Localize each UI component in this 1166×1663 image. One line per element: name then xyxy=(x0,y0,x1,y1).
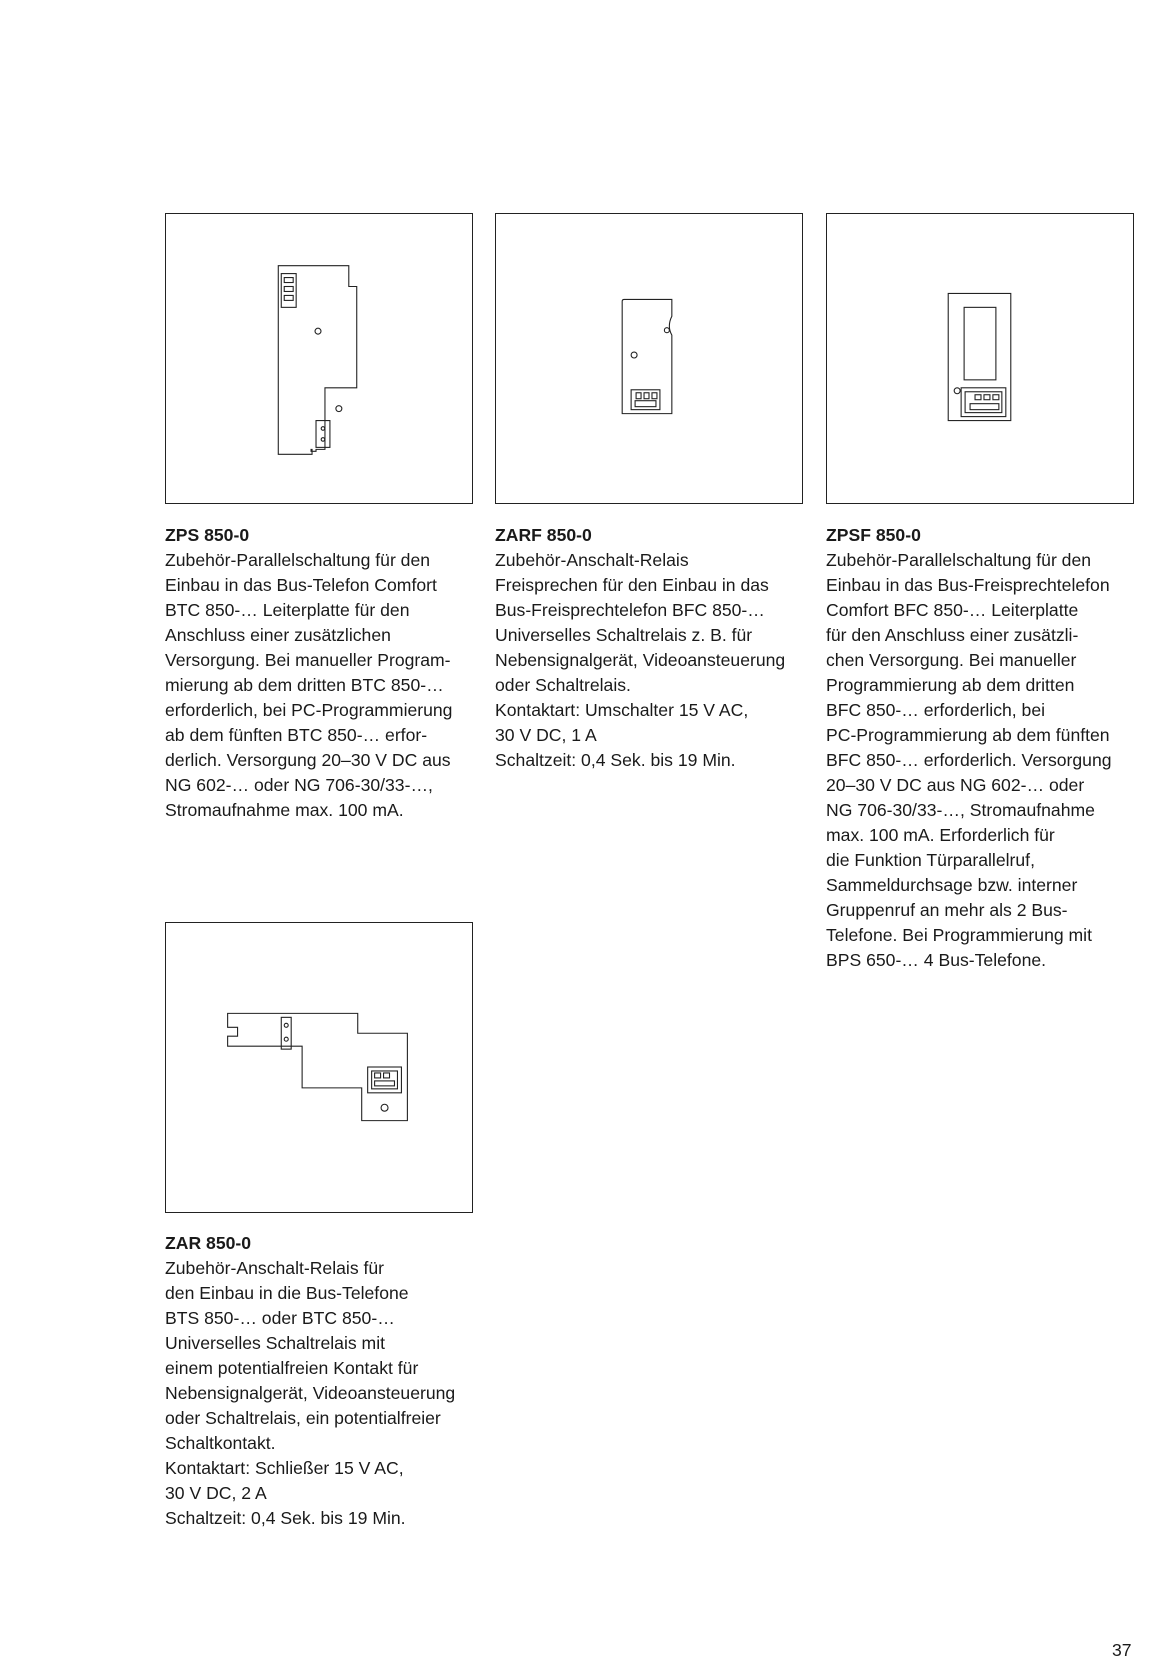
description-line: Bus-Freisprechtelefon BFC 850-… xyxy=(495,600,765,620)
description-line: BPS 650-… 4 Bus-Telefone. xyxy=(826,950,1047,970)
product-description-zarf-850-0 xyxy=(495,523,785,773)
description-line: Zubehör-Anschalt-Relais für xyxy=(165,1258,385,1278)
figure-zpsf-850-0 xyxy=(826,213,1134,504)
description-line: Freisprechen für den Einbau in das xyxy=(495,575,769,595)
description-line: Versorgung. Bei manueller Program- xyxy=(165,650,451,670)
description-line: Gruppenruf an mehr als 2 Bus- xyxy=(826,900,1068,920)
description-line: Nebensignalgerät, Videoansteuerung xyxy=(165,1383,456,1403)
description-line: Universelles Schaltrelais mit xyxy=(165,1333,385,1353)
description-line: den Einbau in die Bus-Telefone xyxy=(165,1283,409,1303)
description-line: für den Anschluss einer zusätzli- xyxy=(826,625,1079,645)
zps-circuit-board-drawing xyxy=(166,214,472,503)
description-line: 30 V DC, 1 A xyxy=(495,725,597,745)
description-line: Schaltzeit: 0,4 Sek. bis 19 Min. xyxy=(165,1508,406,1528)
product-description-zar-850-0 xyxy=(165,1231,455,1531)
description-line: Zubehör-Parallelschaltung für den xyxy=(826,550,1092,570)
description-line: NG 706-30/33-…, Stromaufnahme xyxy=(826,800,1095,820)
product-title: ZPS 850-0 xyxy=(165,525,250,545)
description-line: BTS 850-… oder BTC 850-… xyxy=(165,1308,395,1328)
description-line: Programmierung ab dem dritten xyxy=(826,675,1075,695)
product-title: ZPSF 850-0 xyxy=(826,525,921,545)
description-line: Comfort BFC 850-… Leiterplatte xyxy=(826,600,1079,620)
page-number: 37 xyxy=(1112,1640,1132,1660)
description-line: Anschluss einer zusätzlichen xyxy=(165,625,391,645)
description-line: erforderlich, bei PC-Programmierung xyxy=(165,700,453,720)
description-line: chen Versorgung. Bei manueller xyxy=(826,650,1077,670)
description-line: BFC 850-… erforderlich. Versorgung xyxy=(826,750,1112,770)
product-description-zps-850-0 xyxy=(165,523,452,823)
description-line: Universelles Schaltrelais z. B. für xyxy=(495,625,753,645)
description-line: BFC 850-… erforderlich, bei xyxy=(826,700,1046,720)
description-line: Kontaktart: Umschalter 15 V AC, xyxy=(495,700,749,720)
description-line: Stromaufnahme max. 100 mA. xyxy=(165,800,404,820)
description-line: Schaltzeit: 0,4 Sek. bis 19 Min. xyxy=(495,750,736,770)
description-line: ab dem fünften BTC 850-… erfor- xyxy=(165,725,428,745)
product-title: ZAR 850-0 xyxy=(165,1233,252,1253)
description-line: NG 602-… oder NG 706-30/33-…, xyxy=(165,775,433,795)
description-line: Schaltkontakt. xyxy=(165,1433,276,1453)
zar-circuit-board-drawing xyxy=(166,923,472,1212)
figure-zps-850-0 xyxy=(165,213,473,504)
description-line: Einbau in das Bus-Freisprechtelefon xyxy=(826,575,1110,595)
description-line: einem potentialfreien Kontakt für xyxy=(165,1358,419,1378)
description-line: oder Schaltrelais, ein potentialfreier xyxy=(165,1408,441,1428)
description-line: max. 100 mA. Erforderlich für xyxy=(826,825,1055,845)
description-line: Telefone. Bei Programmierung mit xyxy=(826,925,1092,945)
zarf-circuit-board-drawing xyxy=(496,214,802,503)
product-title: ZARF 850-0 xyxy=(495,525,592,545)
description-line: BTC 850-… Leiterplatte für den xyxy=(165,600,410,620)
description-line: 30 V DC, 2 A xyxy=(165,1483,267,1503)
description-line: mierung ab dem dritten BTC 850-… xyxy=(165,675,444,695)
description-line: oder Schaltrelais. xyxy=(495,675,631,695)
figure-zarf-850-0 xyxy=(495,213,803,504)
description-line: Nebensignalgerät, Videoansteuerung xyxy=(495,650,786,670)
description-line: Zubehör-Anschalt-Relais xyxy=(495,550,689,570)
description-line: Einbau in das Bus-Telefon Comfort xyxy=(165,575,437,595)
description-line: 20–30 V DC aus NG 602-… oder xyxy=(826,775,1085,795)
description-line: die Funktion Türparallelruf, xyxy=(826,850,1035,870)
description-line: Zubehör-Parallelschaltung für den xyxy=(165,550,431,570)
product-description-zpsf-850-0 xyxy=(826,523,1112,973)
description-line: PC-Programmierung ab dem fünften xyxy=(826,725,1110,745)
description-line: Sammeldurchsage bzw. interner xyxy=(826,875,1078,895)
description-line: derlich. Versorgung 20–30 V DC aus xyxy=(165,750,451,770)
zpsf-circuit-board-drawing xyxy=(827,214,1133,503)
description-line: Kontaktart: Schließer 15 V AC, xyxy=(165,1458,404,1478)
figure-zar-850-0 xyxy=(165,922,473,1213)
